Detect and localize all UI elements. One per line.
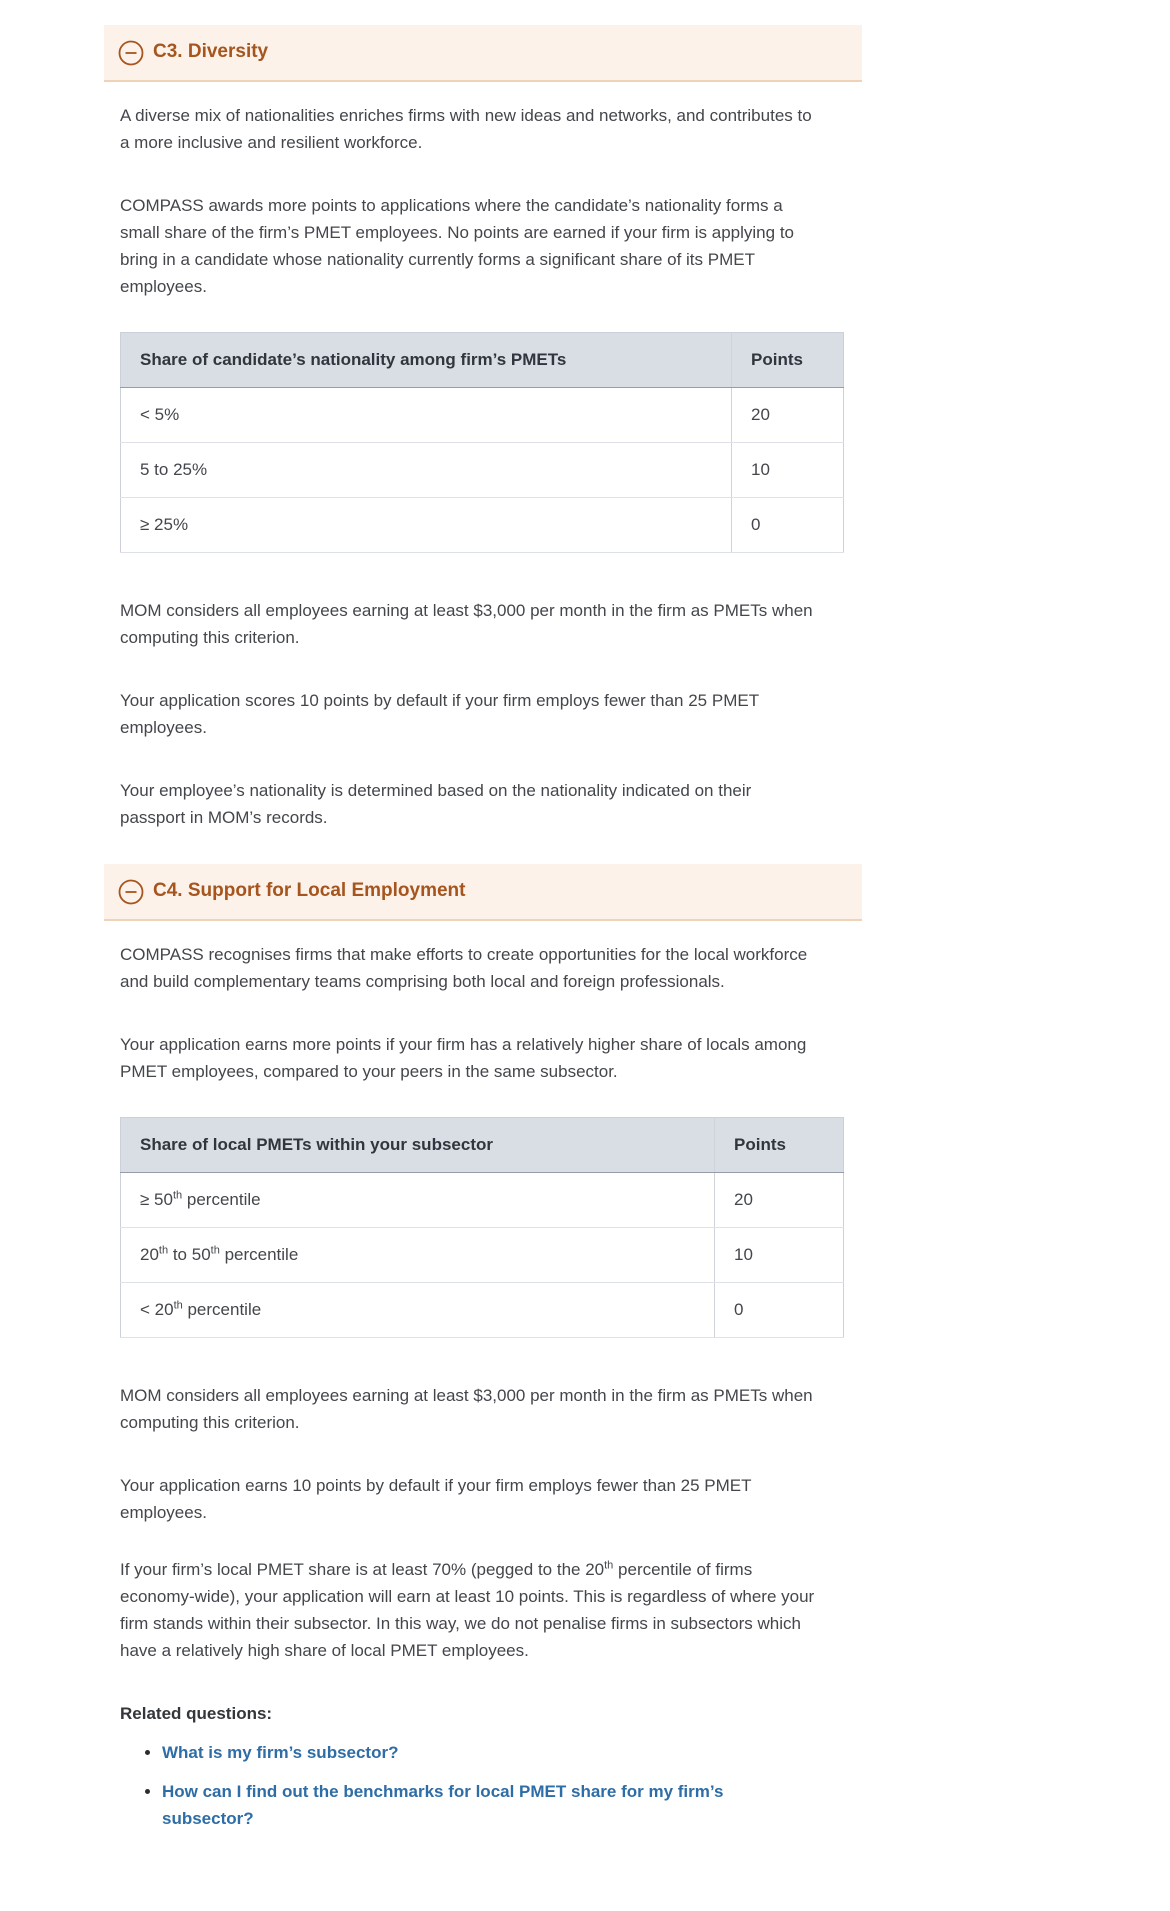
- list-item: [162, 1778, 812, 1832]
- related-questions-heading: Related questions:: [120, 1704, 273, 1723]
- points-cell: 10: [715, 1228, 844, 1283]
- points-cell: 20: [715, 1173, 844, 1228]
- table-row: [121, 1228, 844, 1283]
- accordion-section-c4-local-employment: [104, 864, 862, 1868]
- accordion-body-c3: [104, 82, 862, 831]
- criteria-cell: ≥ 25%: [121, 498, 732, 553]
- table-row: [121, 498, 844, 553]
- points-cell: 0: [715, 1283, 844, 1338]
- minus-circle-icon[interactable]: [118, 879, 144, 905]
- criteria-cell: < 20th percentile: [121, 1283, 715, 1338]
- table-row: [121, 388, 844, 443]
- criteria-cell: 20th to 50th percentile: [121, 1228, 715, 1283]
- points-cell: 0: [732, 498, 844, 553]
- c3-table-header-points: Points: [732, 333, 844, 388]
- accordion-title-c4: C4. Support for Local Employment: [153, 880, 466, 902]
- criteria-cell: 5 to 25%: [121, 443, 732, 498]
- accordion-title-c3: C3. Diversity: [153, 41, 269, 63]
- table-row: [121, 1173, 844, 1228]
- points-cell: 20: [732, 388, 844, 443]
- c4-table-header-points: Points: [715, 1118, 844, 1173]
- c4-floor-rule-paragraph: If your firm’s local PMET share is at least 70% (pegged to the 20th percentile of firms economy-wide), your application will earn at least 10 points. This is regardless of where your firm stands within their subsector. In this way, we do not penalise firms in subsectors which have a relatively high share of local PMET employees.: [120, 1559, 815, 1660]
- criteria-cell: ≥ 50th percentile: [121, 1173, 715, 1228]
- list-item: [162, 1739, 812, 1766]
- points-cell: 10: [732, 443, 844, 498]
- minus-circle-icon[interactable]: [118, 40, 144, 66]
- related-questions-list: [120, 1739, 844, 1868]
- link-firm-subsector[interactable]: What is my firm’s subsector?: [162, 1743, 399, 1762]
- c4-scoring-paragraph: Your application earns more points if your firm has a relatively higher share of locals among PMET employees, compared to your peers in the same subsector.: [120, 1035, 807, 1081]
- c3-nationality-paragraph: Your employee’s nationality is determined based on the nationality indicated on their passport in MOM’s records.: [120, 781, 752, 827]
- table-header-row: [121, 333, 844, 388]
- c4-default-points-paragraph: Your application earns 10 points by default if your firm employs fewer than 25 PMET employees.: [120, 1476, 752, 1522]
- table-row: [121, 443, 844, 498]
- c4-table-header-criteria: Share of local PMETs within your subsector: [121, 1118, 715, 1173]
- table-row: [121, 1283, 844, 1338]
- c4-intro-paragraph: COMPASS recognises firms that make efforts to create opportunities for the local workforce and build complementary teams comprising both local and foreign professionals.: [120, 945, 808, 991]
- c4-pmet-definition-paragraph: MOM considers all employees earning at least $3,000 per month in the firm as PMETs when computing this criterion.: [120, 1386, 813, 1432]
- accordion-body-c4: [104, 921, 862, 1868]
- accordion-header-c3[interactable]: [104, 25, 862, 82]
- c3-table-header-criteria: Share of candidate’s nationality among firm’s PMETs: [121, 333, 732, 388]
- criteria-cell: < 5%: [121, 388, 732, 443]
- c3-scoring-paragraph: COMPASS awards more points to applications where the candidate’s nationality forms a small share of the firm’s PMET employees. No points are earned if your firm is applying to bring in a candidate whose nationality currently forms a significant share of its PMET employees.: [120, 196, 794, 296]
- accordion-section-c3-diversity: [104, 25, 862, 831]
- c4-points-table: [120, 1117, 844, 1338]
- accordion-header-c4[interactable]: [104, 864, 862, 921]
- c3-pmet-definition-paragraph: MOM considers all employees earning at least $3,000 per month in the firm as PMETs when computing this criterion.: [120, 601, 813, 647]
- c3-points-table: [120, 332, 844, 553]
- link-pmet-benchmarks[interactable]: How can I find out the benchmarks for local PMET share for my firm’s subsector?: [162, 1782, 724, 1828]
- c3-default-points-paragraph: Your application scores 10 points by default if your firm employs fewer than 25 PMET employees.: [120, 691, 759, 737]
- c3-intro-paragraph: A diverse mix of nationalities enriches firms with new ideas and networks, and contributes to a more inclusive and resilient workforce.: [120, 106, 812, 152]
- table-header-row: [121, 1118, 844, 1173]
- page-content-column: [104, 0, 862, 1868]
